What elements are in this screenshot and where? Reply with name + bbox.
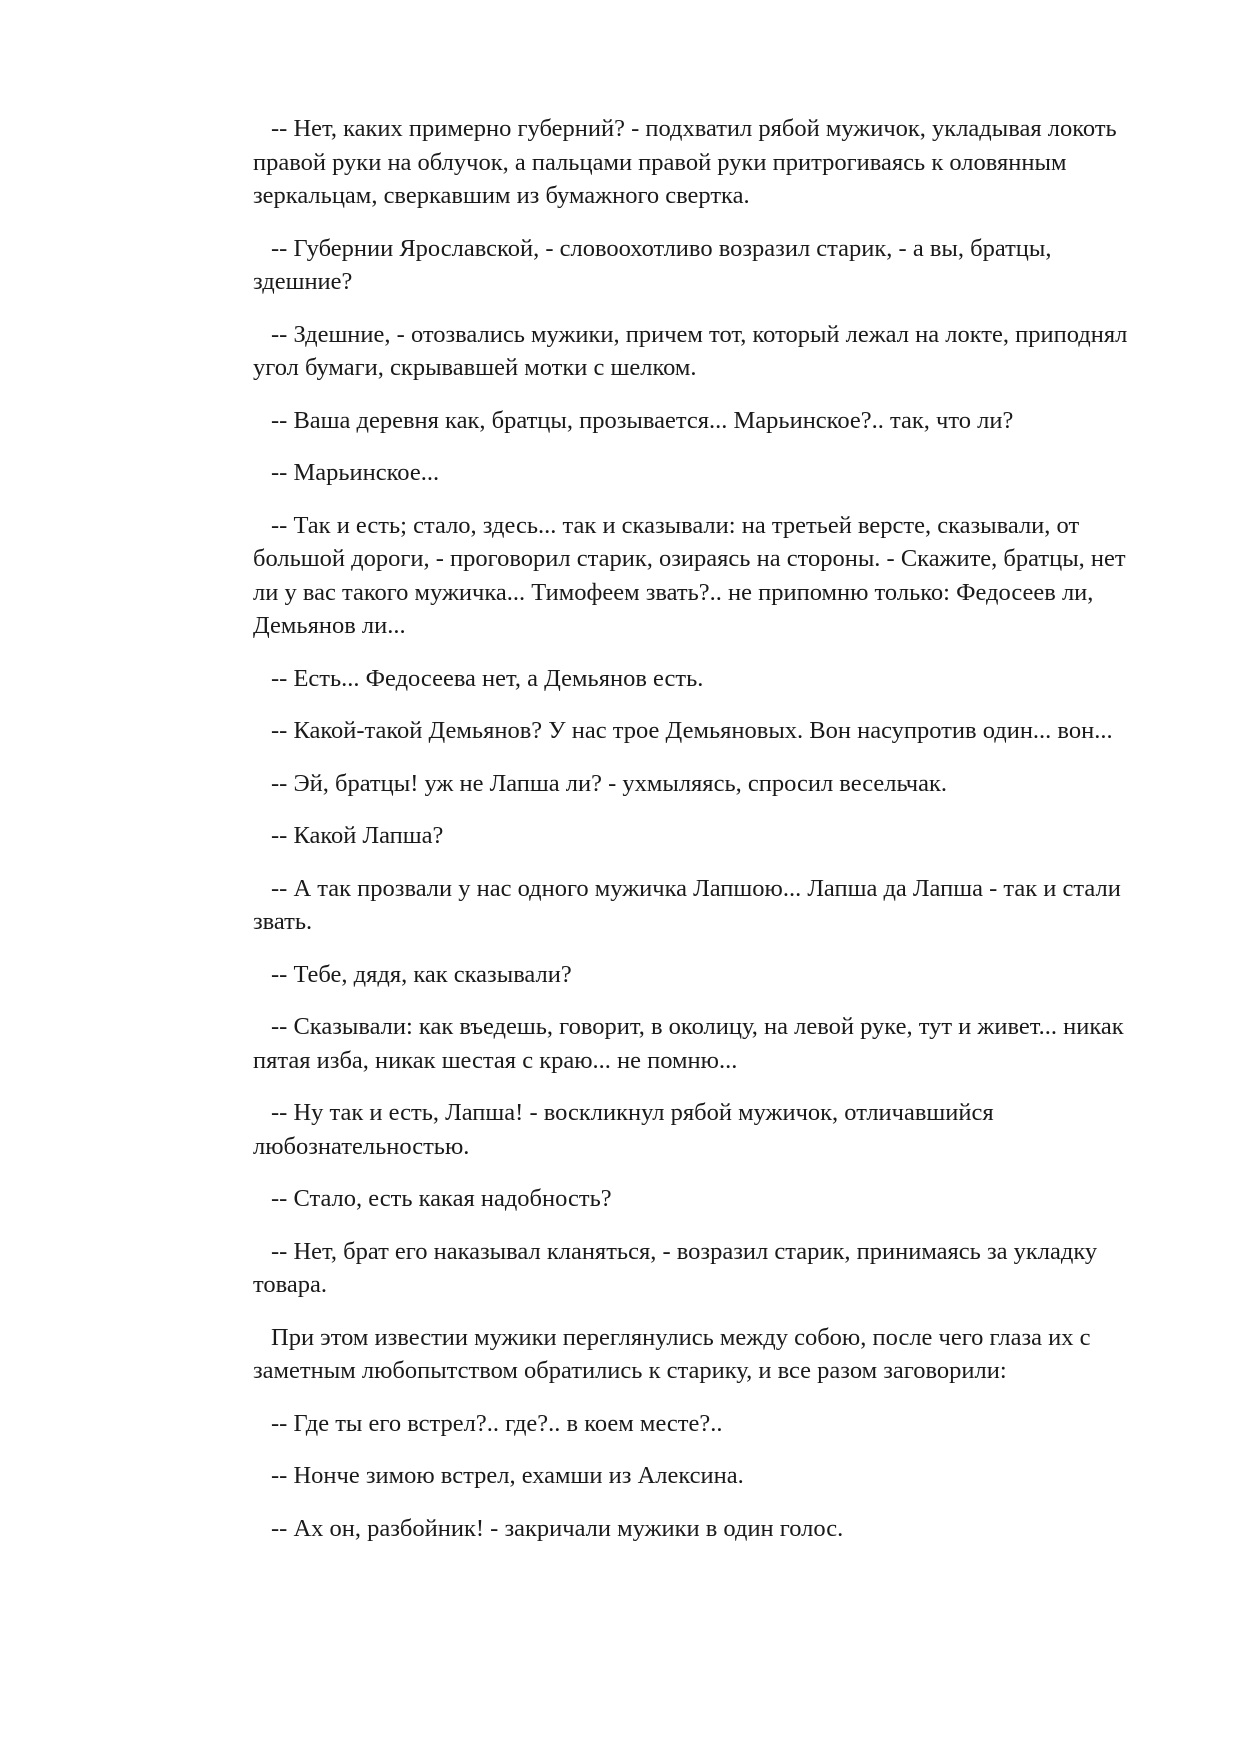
paragraph: -- Нонче зимою встрел, ехамши из Алексина. xyxy=(271,1462,744,1489)
paragraph: -- Губернии Ярославской, - словоохотливо возразил старик, - а вы, братцы, здешние? xyxy=(253,234,1052,295)
paragraph: -- А так прозвали у нас одного мужичка Лапшою... Лапша да Лапша - так и стали звать. xyxy=(253,874,1121,935)
paragraph: -- Какой Лапша? xyxy=(271,822,444,849)
paragraph: -- Ну так и есть, Лапша! - воскликнул рябой мужичок, отличавшийся любознательностью. xyxy=(253,1099,994,1160)
paragraph: -- Эй, братцы! уж не Лапша ли? - ухмыляясь, спросил весельчак. xyxy=(271,769,948,797)
paragraph: -- Так и есть; стало, здесь... так и сказывали: на третьей версте, сказывали, от большой дороги, - проговорил старик, озираясь на стороны. - Скажите, братцы, нет ли у вас такого мужичка... Тимофеем звать?.. не припомню только: Федосеев ли, Демьянов ли... xyxy=(253,511,1126,639)
paragraph: -- Нет, брат его наказывал кланяться, - возразил старик, принимаясь за укладку товара. xyxy=(253,1237,1098,1298)
paragraph: -- Здешние, - отозвались мужики, причем тот, который лежал на локте, приподнял угол бумаги, скрывавшей мотки с шелком. xyxy=(253,320,1128,381)
document-page xyxy=(253,112,1153,1564)
paragraph: -- Ваша деревня как, братцы, прозывается... Марьинское?.. так, что ли? xyxy=(271,406,1014,434)
paragraph: -- Где ты его встрел?.. где?.. в коем месте?.. xyxy=(271,1409,723,1437)
paragraph: -- Марьинское... xyxy=(271,459,440,486)
paragraph: -- Нет, каких примерно губерний? - подхватил рябой мужичок, укладывая локоть правой руки на облучок, а пальцами правой руки притрогиваясь к оловянным зеркальцам, сверкавшим из бумажного свертка. xyxy=(253,115,1117,209)
paragraph: -- Сказывали: как въедешь, говорит, в околицу, на левой руке, тут и живет... никак пятая изба, никак шестая с краю... не помню... xyxy=(253,1013,1124,1074)
paragraph: -- Тебе, дядя, как сказывали? xyxy=(271,960,572,988)
paragraph: При этом известии мужики переглянулись между собою, после чего глаза их с заметным любопытством обратились к старику, и все разом заговорили: xyxy=(253,1323,1091,1384)
paragraph: -- Есть... Федосеева нет, а Демьянов есть. xyxy=(271,664,704,692)
paragraph: -- Ах он, разбойник! - закричали мужики в один голос. xyxy=(271,1514,844,1542)
paragraph: -- Стало, есть какая надобность? xyxy=(271,1185,612,1212)
paragraph: -- Какой-такой Демьянов? У нас трое Демьяновых. Вон насупротив один... вон... xyxy=(271,717,1113,744)
